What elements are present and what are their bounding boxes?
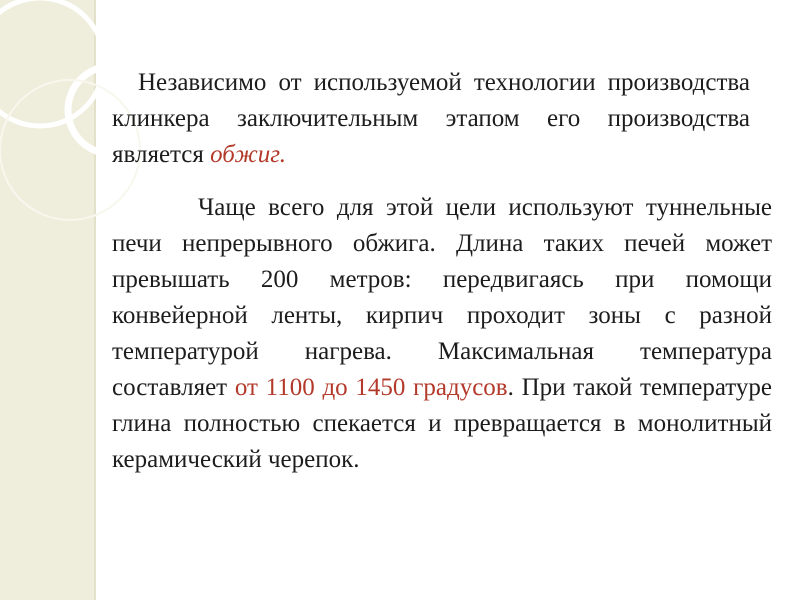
firing-term: обжиг. bbox=[210, 141, 286, 168]
paragraph-1-text: Независимо от используемой технологии производства клинкера заключительным этапом его производства является bbox=[112, 69, 750, 168]
paragraph-2-text-end: . При такой температуре глина полностью спекается и превращается в монолитный керамический черепок. bbox=[112, 374, 772, 473]
paragraph-1 bbox=[112, 65, 750, 173]
paragraph-2-text: Чаще всего для этой цели используют туннельные печи непрерывного обжига. Длина таких печей может превышать 200 метров: передвигаясь при помощи конвейерной ленты, кирпич проходит зоны с разной температурой нагрева. Максимальная температура составляет bbox=[112, 194, 772, 401]
temperature-range: от 1100 до 1450 градусов bbox=[234, 374, 508, 401]
paragraph-2 bbox=[112, 190, 772, 478]
